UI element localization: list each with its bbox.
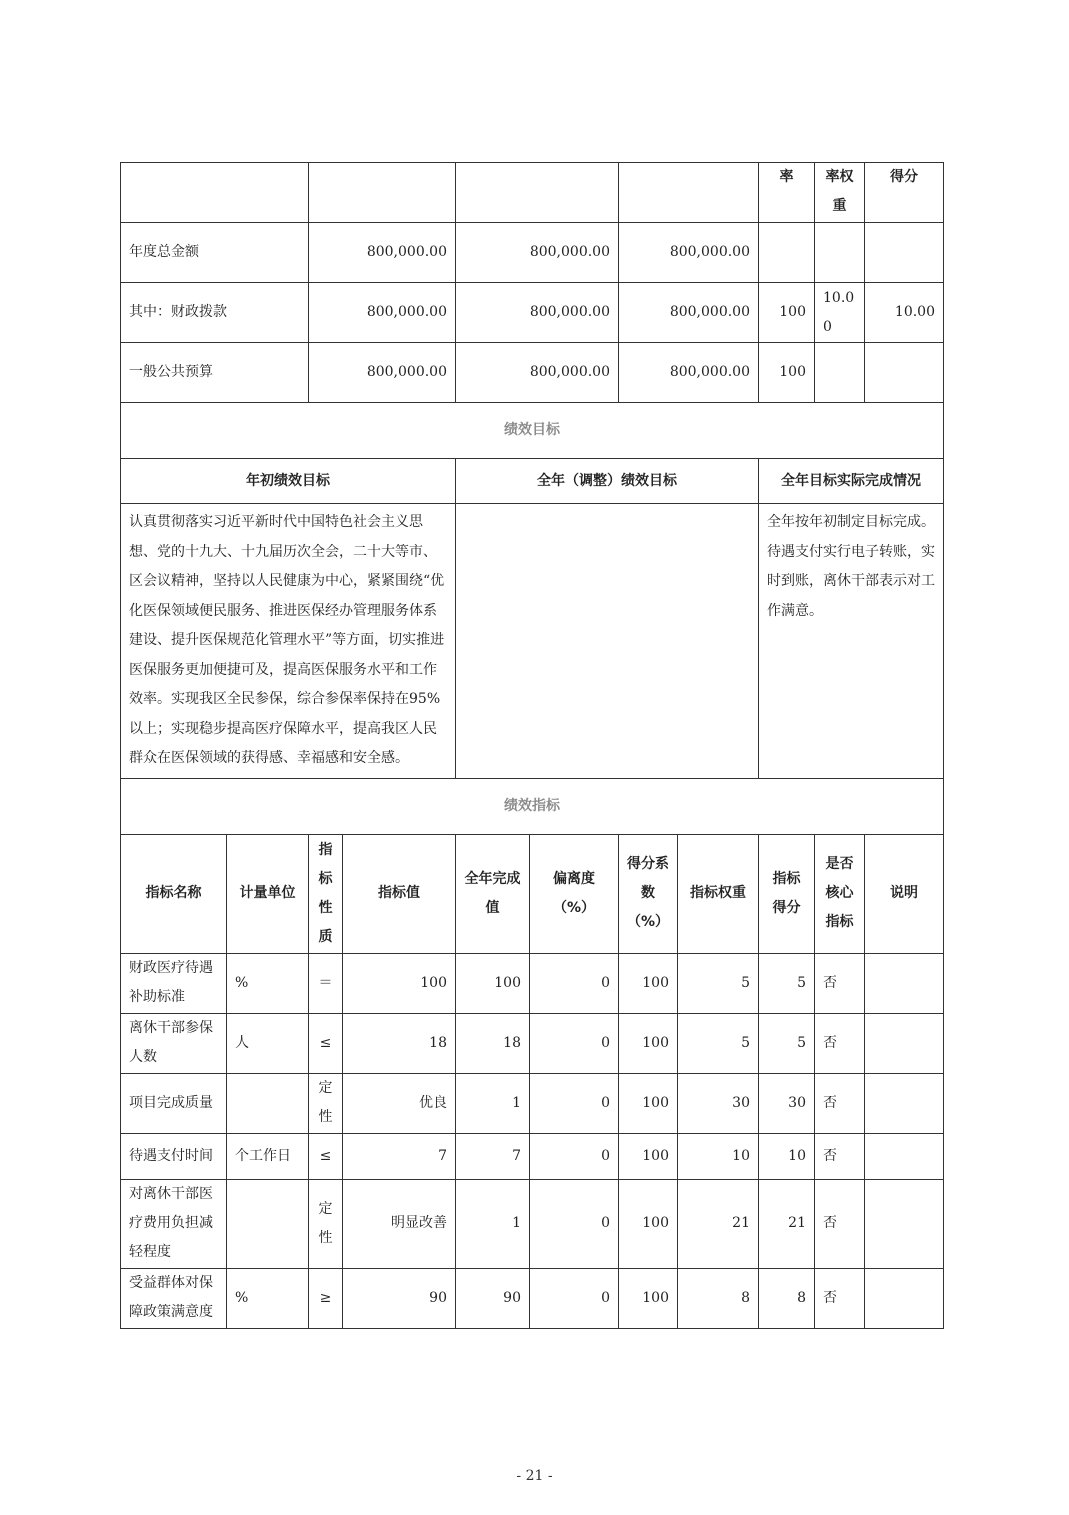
indicator-nature: ≤ (309, 1133, 343, 1179)
indicator-core: 否 (815, 1133, 865, 1179)
indicator-note (865, 1013, 944, 1073)
budget-header-blank (309, 163, 456, 223)
indicator-unit (227, 1179, 309, 1268)
indicator-score: 10 (759, 1133, 815, 1179)
budget-label: 其中：财政拨款 (121, 283, 309, 343)
indicator-deviation: 0 (530, 953, 619, 1013)
budget-rate: 100 (759, 343, 815, 403)
indicator-deviation: 0 (530, 1268, 619, 1328)
indicator-row (121, 953, 944, 1013)
indicator-completed: 90 (456, 1268, 530, 1328)
indicators-header-row (121, 834, 944, 953)
indicator-coef: 100 (619, 953, 678, 1013)
budget-initial: 800,000.00 (309, 223, 456, 283)
budget-adjusted: 800,000.00 (456, 283, 619, 343)
goals-section-row (121, 403, 944, 459)
indicator-unit: % (227, 953, 309, 1013)
indicator-note (865, 1073, 944, 1133)
page-number: - 21 - (516, 1468, 553, 1484)
indicator-weight: 5 (678, 1013, 759, 1073)
budget-header-blank (456, 163, 619, 223)
budget-label: 年度总金额 (121, 223, 309, 283)
indicator-nature: ＝ (309, 953, 343, 1013)
budget-weight (815, 343, 865, 403)
indicator-score: 21 (759, 1179, 815, 1268)
indicator-coef: 100 (619, 1073, 678, 1133)
indicator-core: 否 (815, 1073, 865, 1133)
indicator-completed: 100 (456, 953, 530, 1013)
goals-initial-header: 年初绩效目标 (121, 459, 456, 504)
indicator-value: 100 (343, 953, 456, 1013)
budget-header-blank (619, 163, 759, 223)
indicator-name-header: 指标名称 (121, 834, 227, 953)
rate-header: 率 (759, 163, 815, 223)
score-header: 得分 (865, 163, 944, 223)
indicator-unit: % (227, 1268, 309, 1328)
budget-weight: 10.00 (815, 283, 865, 343)
indicator-value: 优良 (343, 1073, 456, 1133)
indicator-value: 7 (343, 1133, 456, 1179)
goals-initial-text: 认真贯彻落实习近平新时代中国特色社会主义思想、党的十九大、十九届历次全会，二十大等市、区会议精神，坚持以人民健康为中心，紧紧围绕“优化医保领域便民服务、推进医保经办管理服务体系建设、提升医保规范化管理水平”等方面，切实推进医保服务更加便捷可及，提高医保服务水平和工作效率。实现我区全民参保，综合参保率保持在95%以上；实现稳步提高医疗保障水平，提高我区人民群众在医保领域的获得感、幸福感和安全感。 (121, 504, 456, 779)
indicator-core: 否 (815, 953, 865, 1013)
indicators-section-row (121, 778, 944, 834)
indicator-weight: 10 (678, 1133, 759, 1179)
indicator-name: 待遇支付时间 (121, 1133, 227, 1179)
indicator-score: 8 (759, 1268, 815, 1328)
indicator-score: 30 (759, 1073, 815, 1133)
indicator-name: 离休干部参保人数 (121, 1013, 227, 1073)
indicator-note (865, 1268, 944, 1328)
rate-weight-header: 率权重 (815, 163, 865, 223)
indicator-weight-header: 指标权重 (678, 834, 759, 953)
indicator-weight: 5 (678, 953, 759, 1013)
indicator-row (121, 1133, 944, 1179)
indicator-deviation-header: 偏离度（%） (530, 834, 619, 953)
goals-actual-text: 全年按年初制定目标完成。待遇支付实行电子转账，实时到账，离休干部表示对工作满意。 (759, 504, 944, 779)
budget-actual: 800,000.00 (619, 223, 759, 283)
indicator-nature: 定性 (309, 1179, 343, 1268)
indicator-weight: 30 (678, 1073, 759, 1133)
budget-header-row (121, 163, 944, 223)
indicator-weight: 8 (678, 1268, 759, 1328)
indicators-section-title: 绩效指标 (121, 778, 944, 834)
indicator-name: 项目完成质量 (121, 1073, 227, 1133)
indicator-value-header: 指标值 (343, 834, 456, 953)
indicator-note (865, 1179, 944, 1268)
indicator-name: 财政医疗待遇补助标准 (121, 953, 227, 1013)
indicator-deviation: 0 (530, 1013, 619, 1073)
budget-adjusted: 800,000.00 (456, 343, 619, 403)
indicator-core-header: 是否核心指标 (815, 834, 865, 953)
indicator-coef: 100 (619, 1133, 678, 1179)
indicator-value: 18 (343, 1013, 456, 1073)
indicator-value: 明显改善 (343, 1179, 456, 1268)
report-table (120, 162, 944, 1329)
goals-actual-header: 全年目标实际完成情况 (759, 459, 944, 504)
indicator-score: 5 (759, 1013, 815, 1073)
indicator-deviation: 0 (530, 1133, 619, 1179)
budget-adjusted: 800,000.00 (456, 223, 619, 283)
indicator-nature: ≤ (309, 1013, 343, 1073)
budget-actual: 800,000.00 (619, 343, 759, 403)
goals-adjusted-text (456, 504, 759, 779)
budget-actual: 800,000.00 (619, 283, 759, 343)
indicator-coef: 100 (619, 1013, 678, 1073)
budget-score (865, 223, 944, 283)
indicator-unit (227, 1073, 309, 1133)
goals-content-row (121, 504, 944, 779)
indicator-completed: 1 (456, 1179, 530, 1268)
indicator-unit: 人 (227, 1013, 309, 1073)
indicator-core: 否 (815, 1179, 865, 1268)
indicator-core: 否 (815, 1268, 865, 1328)
indicator-note (865, 1133, 944, 1179)
indicator-row (121, 1013, 944, 1073)
indicator-coef: 100 (619, 1268, 678, 1328)
indicator-completed: 18 (456, 1013, 530, 1073)
goals-header-row (121, 459, 944, 504)
budget-row (121, 343, 944, 403)
budget-initial: 800,000.00 (309, 283, 456, 343)
indicator-weight: 21 (678, 1179, 759, 1268)
budget-row (121, 223, 944, 283)
indicator-note-header: 说明 (865, 834, 944, 953)
indicator-nature: 定性 (309, 1073, 343, 1133)
goals-adjusted-header: 全年（调整）绩效目标 (456, 459, 759, 504)
budget-score: 10.00 (865, 283, 944, 343)
indicator-unit-header: 计量单位 (227, 834, 309, 953)
indicator-score: 5 (759, 953, 815, 1013)
budget-header-blank (121, 163, 309, 223)
indicator-name: 受益群体对保障政策满意度 (121, 1268, 227, 1328)
goals-section-title: 绩效目标 (121, 403, 944, 459)
budget-label: 一般公共预算 (121, 343, 309, 403)
indicator-row (121, 1179, 944, 1268)
indicator-row (121, 1268, 944, 1328)
indicator-coef-header: 得分系数（%） (619, 834, 678, 953)
indicator-core: 否 (815, 1013, 865, 1073)
budget-initial: 800,000.00 (309, 343, 456, 403)
indicator-unit: 个工作日 (227, 1133, 309, 1179)
indicator-completed: 1 (456, 1073, 530, 1133)
budget-rate: 100 (759, 283, 815, 343)
indicator-nature: ≥ (309, 1268, 343, 1328)
budget-row (121, 283, 944, 343)
indicator-nature-header: 指标性质 (309, 834, 343, 953)
indicator-score-header: 指标得分 (759, 834, 815, 953)
indicator-completed: 7 (456, 1133, 530, 1179)
indicator-deviation: 0 (530, 1073, 619, 1133)
indicator-row (121, 1073, 944, 1133)
budget-score (865, 343, 944, 403)
indicator-value: 90 (343, 1268, 456, 1328)
indicator-note (865, 953, 944, 1013)
indicator-completed-header: 全年完成值 (456, 834, 530, 953)
budget-weight (815, 223, 865, 283)
performance-report-table (120, 162, 943, 1329)
budget-rate (759, 223, 815, 283)
indicator-name: 对离休干部医疗费用负担减轻程度 (121, 1179, 227, 1268)
indicator-coef: 100 (619, 1179, 678, 1268)
indicator-deviation: 0 (530, 1179, 619, 1268)
